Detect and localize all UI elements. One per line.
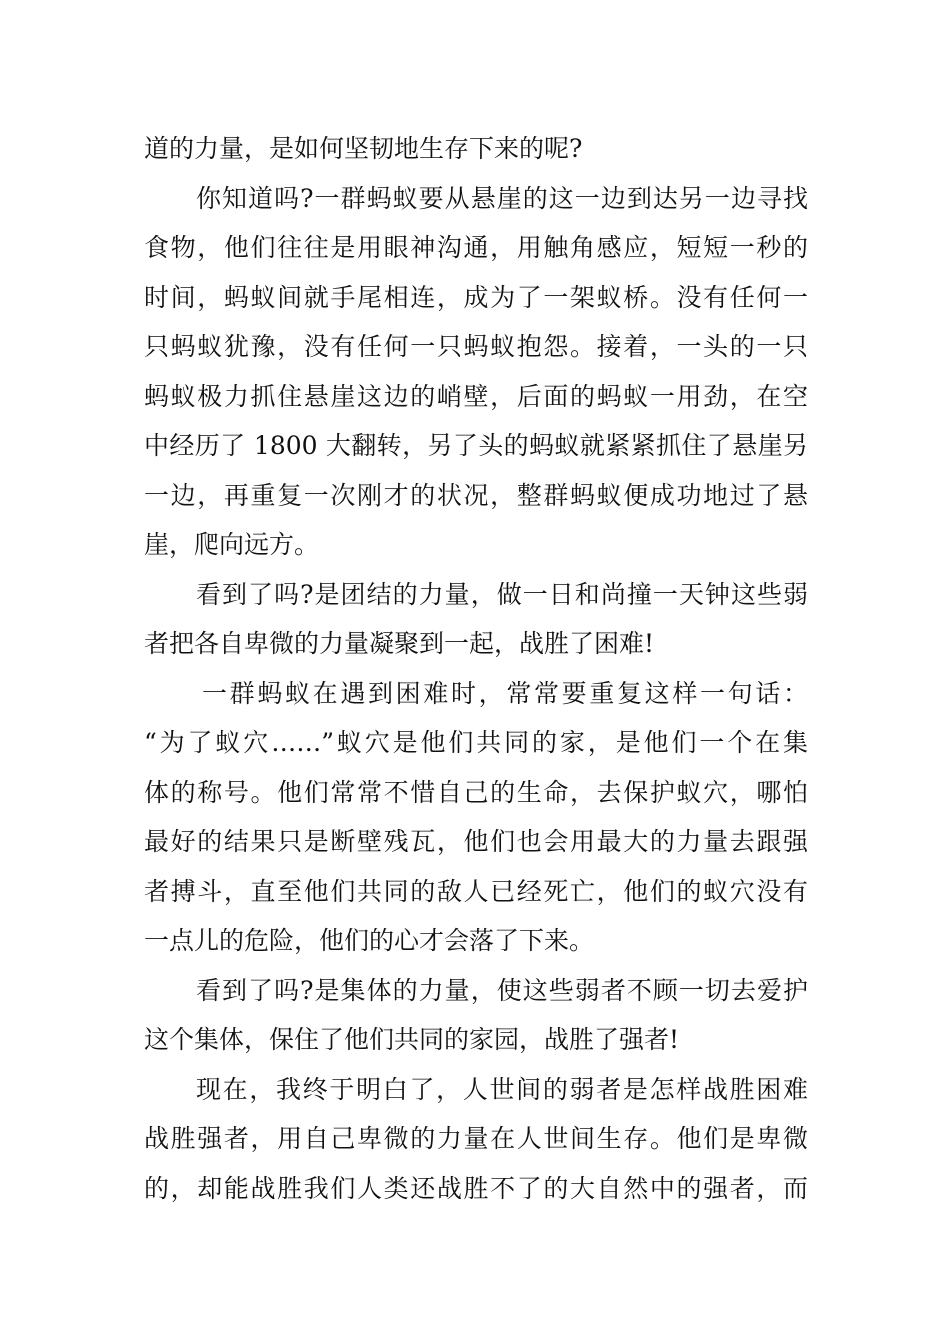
- text-line: 道的力量，是如何坚韧地生存下来的呢?: [144, 134, 583, 163]
- text-line: 看到了吗?是集体的力量，使这些弱者不顾一切去爱护: [196, 975, 808, 1005]
- text-line: 这个集体，保住了他们共同的家园，战胜了强者!: [144, 1025, 680, 1054]
- text-line: 一边，再重复一次刚才的状况，整群蚂蚁便成功地过了悬: [144, 480, 808, 510]
- text-line: 中经历了 1800 大翻转，另了头的蚂蚁就紧紧抓住了悬崖另: [144, 431, 808, 460]
- text-line: 崖，爬向远方。: [144, 530, 320, 559]
- text-line: “为了蚁穴……”蚁穴是他们共同的家，是他们一个在集: [144, 728, 808, 757]
- text-line: 你知道吗?一群蚂蚁要从悬崖的这一边到达另一边寻找: [196, 183, 808, 213]
- text-line: 体的称号。他们常常不惜自己的生命，去保护蚁穴，哪怕: [144, 777, 808, 807]
- text-line: 看到了吗?是团结的力量，做一日和尚撞一天钟这些弱: [196, 579, 808, 609]
- text-line: 时间，蚂蚁间就手尾相连，成为了一架蚁桥。没有任何一: [144, 282, 808, 312]
- text-line: 只蚂蚁犹豫，没有任何一只蚂蚁抱怨。接着，一头的一只: [144, 332, 808, 361]
- text-line: 现在，我终于明白了，人世间的弱者是怎样战胜困难: [196, 1074, 808, 1104]
- text-line: 一点儿的危险，他们的心才会落了下来。: [144, 926, 595, 955]
- text-line: 食物，他们往往是用眼神沟通，用触角感应，短短一秒的: [144, 233, 808, 262]
- text-line: 者把各自卑微的力量凝聚到一起，战胜了困难!: [144, 629, 655, 658]
- document-body: [144, 124, 808, 1213]
- text-line: 蚂蚁极力抓住悬崖这边的峭壁，后面的蚂蚁一用劲，在空: [144, 381, 808, 411]
- text-line: 战胜强者，用自己卑微的力量在人世间生存。他们是卑微: [144, 1124, 808, 1153]
- text-line: 者搏斗，直至他们共同的敌人已经死亡，他们的蚁穴没有: [144, 876, 808, 906]
- text-line: 一群蚂蚁在遇到困难时，常常要重复这样一句话：: [202, 678, 808, 708]
- text-line: 最好的结果只是断壁残瓦，他们也会用最大的力量去跟强: [144, 827, 808, 856]
- text-line: 的，却能战胜我们人类还战胜不了的大自然中的强者，而: [144, 1173, 808, 1203]
